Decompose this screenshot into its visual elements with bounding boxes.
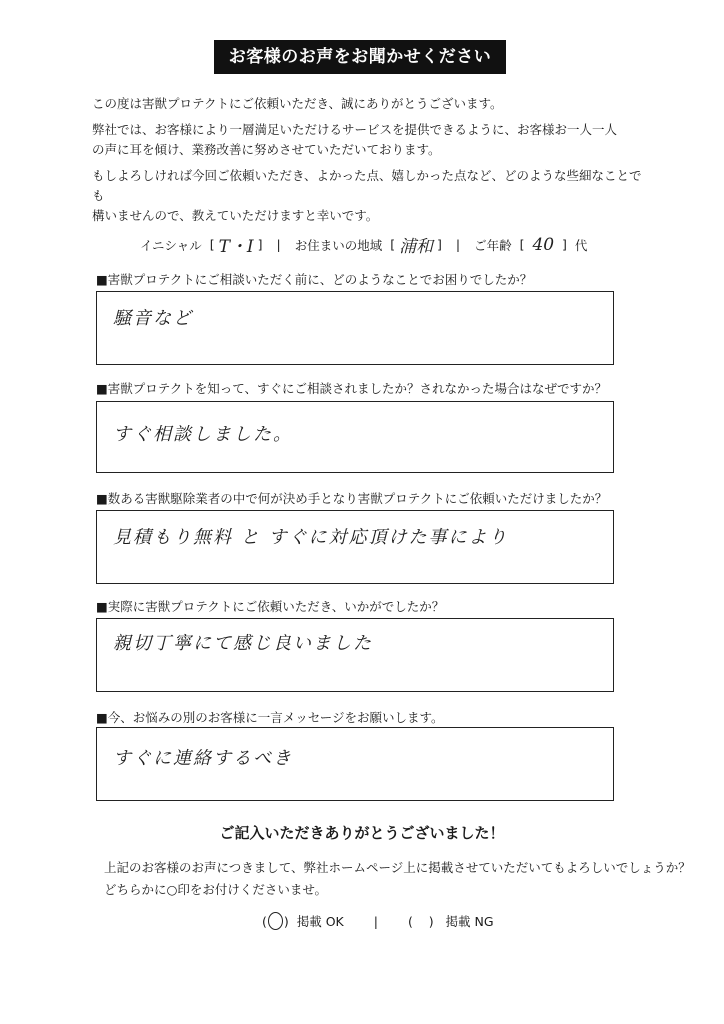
question-4-label: ■実際に害獣プロテクトにご依頼いただき、いかがでしたか？: [96, 599, 445, 614]
intro-paragraph-3: [92, 166, 652, 226]
intro-line-3a: もしよろしければ今回ご依頼いただき、よかった点、嬉しかった点など、どのような些細なことでも: [92, 168, 642, 203]
answer-2: すぐ相談しました。: [113, 424, 293, 445]
area-label: お住まいの地域: [294, 237, 383, 253]
ng-choice[interactable]: ( ) 掲載 NG: [407, 913, 494, 929]
question-5-label: ■今、お悩みの別のお客様に一言メッセージをお願いします。: [96, 710, 444, 725]
consent-question: 上記のお客様のお声につきまして、弊社ホームページ上に掲載させていただいてもよろしいでしょうか？: [104, 860, 691, 875]
ng-label: 掲載 NG: [445, 914, 494, 929]
intro-line-2a: 弊社では、お客様により一層満足いただけるサービスを提供できるように、お客様お一人一人: [92, 122, 618, 137]
page-title: お客様のお声をお聞かせください: [214, 40, 506, 74]
age-suffix: 代: [574, 237, 588, 253]
customer-info-row: イニシャル [ T・I ] | お住まいの地域 [ 浦和 ] | ご年齢 [ 40 ] 代: [140, 232, 640, 257]
answer-box-4: [96, 618, 614, 692]
intro-line-1: この度は害獣プロテクトにご依頼いただき、誠にありがとうございます。: [92, 96, 503, 111]
ok-label: 掲載 OK: [296, 914, 344, 929]
separator: |: [455, 237, 461, 252]
answer-box-2: [96, 401, 614, 473]
separator: |: [276, 237, 281, 252]
intro-text: [92, 94, 652, 232]
ok-choice[interactable]: ( ) 掲載 OK: [262, 913, 344, 929]
separator: |: [373, 913, 378, 929]
age-value: 40: [532, 234, 555, 255]
answer-3: 見積もり無料 と すぐに対応頂けた事により: [113, 527, 509, 548]
answer-box-1: [96, 291, 614, 365]
question-2-label: ■害獣プロテクトを知って、すぐにご相談されましたか？されなかった場合はなぜですか？: [96, 381, 608, 396]
initial-label: イニシャル: [140, 237, 202, 253]
answer-box-3: [96, 510, 614, 584]
initial-value: T・I: [218, 237, 254, 257]
question-1-label: ■害獣プロテクトにご相談いただく前に、どのようなことでお困りでしたか？: [96, 272, 533, 287]
circle-mark-icon: [268, 912, 283, 930]
intro-line-2b: の声に耳を傾け、業務改善に努めさせていただいております。: [92, 142, 441, 157]
question-3-label: ■数ある害獣駆除業者の中で何が決め手となり害獣プロテクトにご依頼いただけましたか？: [96, 491, 608, 506]
thanks-heading: ご記入いただきありがとうございました！: [219, 824, 505, 842]
intro-paragraph-2: [92, 120, 652, 160]
area-value: 浦和: [399, 237, 434, 257]
answer-1: 騒音など: [113, 308, 193, 329]
answer-5: すぐに連絡するべき: [113, 748, 293, 769]
age-label: ご年齢: [474, 237, 512, 253]
answer-box-5: [96, 727, 614, 801]
answer-4: 親切丁寧にて感じ良いました: [113, 633, 373, 654]
consent-choices: [262, 912, 494, 930]
consent-instruction: どちらかに○印をお付けくださいませ。: [104, 882, 328, 897]
intro-line-3b: 構いませんので、教えていただけますと幸いです。: [92, 208, 379, 223]
